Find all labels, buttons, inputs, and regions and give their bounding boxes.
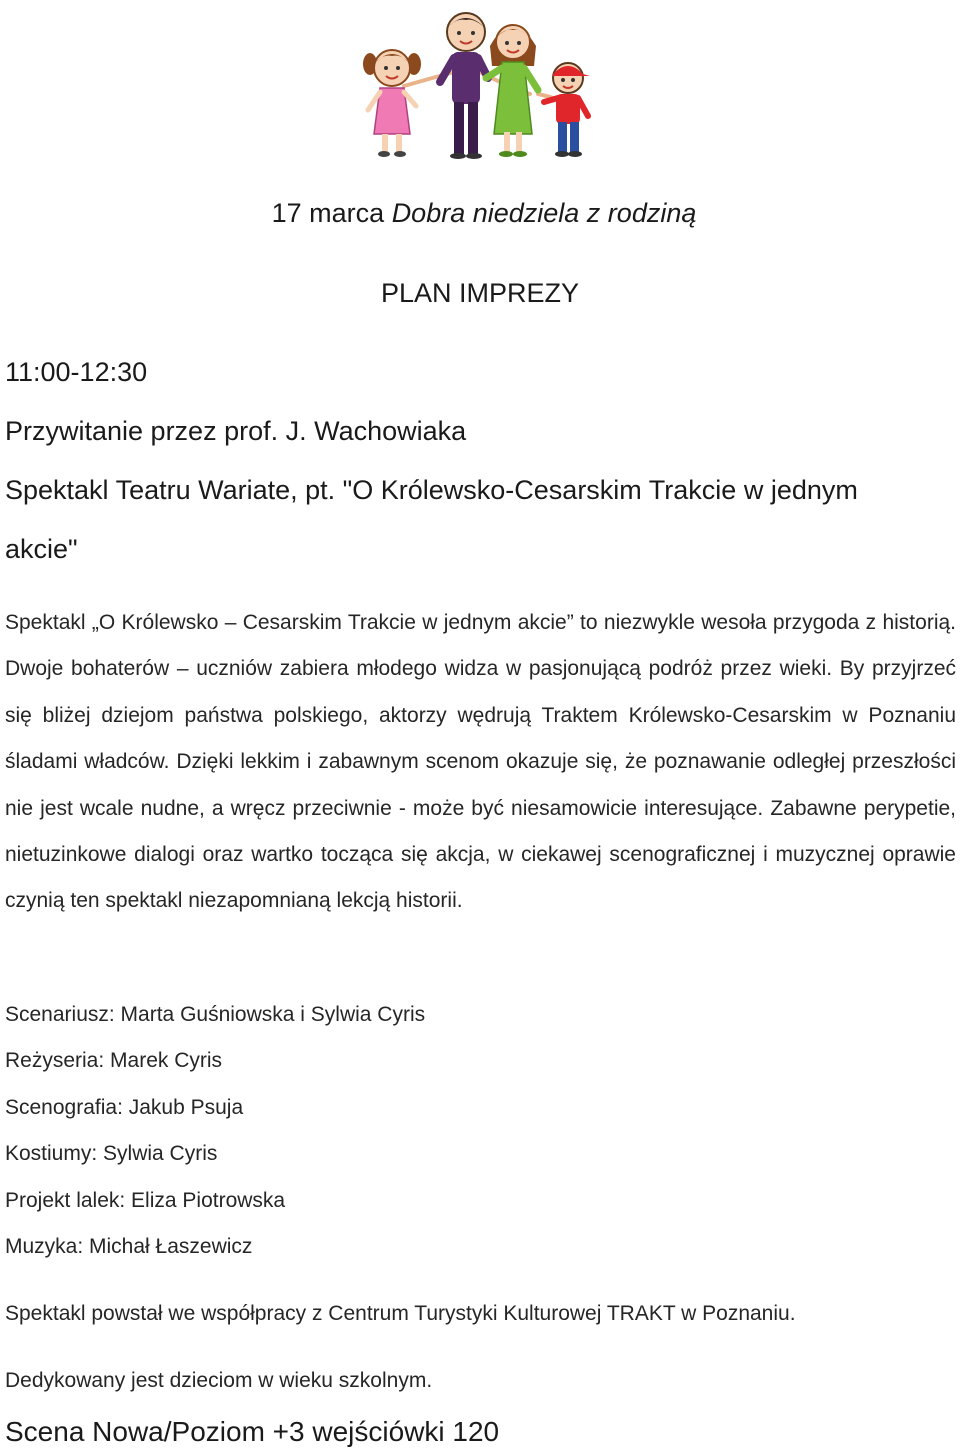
event-title (4, 197, 960, 229)
credit-script: Scenariusz: Marta Guśniowska i Sylwia Cyris (5, 1003, 426, 1026)
event-name: Dobra niedziela z rodziną (391, 198, 697, 228)
program-show-title: Spektakl Teatru Wariate, pt. "O Królewsko-Cesarskim Trakcie w jednym (5, 475, 858, 505)
credit-direction: Reżyseria: Marek Cyris (5, 1049, 223, 1073)
family-holding-hands-icon (362, 6, 602, 162)
venue-info: Scena Nowa/Poziom +3 wejściówki 120 (5, 1416, 500, 1447)
father-figure (440, 13, 488, 159)
show-description: Spektakl „O Królewsko – Cesarskim Trakcie w jednym akcie” to niezwykle wesoła przygoda z historią. Dwoje bohaterów – uczniów zabiera młodego widza w pasjonującą podróż przez wieki. By przyjrzeć się bliżej dziejom państwa polskiego, aktorzy wędrują Traktem Królewsko-Cesarskim w Poznaniu śladami władców. Dzięki lekkim i zabawnym scenom okazuje się, że poznawanie odległej przeszłości nie jest wcale nudne, a wręcz przeciwnie - może być niesamowicie interesujące. Zabawne perypetie, nietuzinkowe dialogi oraz wartko tocząca się akcja, w ciekawej scenograficznej i muzycznej oprawie czynią ten spektakl niezapomnianą lekcją historii. (5, 611, 956, 913)
plan-heading: PLAN IMPREZY (380, 278, 580, 308)
girl-figure (363, 50, 421, 157)
program-show-title-continued: akcie" (5, 534, 78, 564)
mother-figure (486, 25, 538, 157)
credit-puppets: Projekt lalek: Eliza Piotrowska (5, 1188, 286, 1212)
cooperation-note: Spektakl powstał we współpracy z Centrum Turystyki Kulturowej TRAKT w Poznaniu. (5, 1302, 796, 1325)
boy-figure (544, 63, 590, 157)
credit-set-design: Scenografia: Jakub Psuja (5, 1095, 244, 1119)
credits-list (5, 992, 425, 1270)
program-time: 11:00-12:30 (5, 357, 148, 387)
program-welcome: Przywitanie przez prof. J. Wachowiaka (5, 416, 467, 446)
event-date: 17 marca (271, 198, 385, 228)
credit-costumes: Kostiumy: Sylwia Cyris (5, 1142, 218, 1166)
credit-music: Muzyka: Michał Łaszewicz (5, 1235, 253, 1259)
audience-note: Dedykowany jest dzieciom w wieku szkolnym. (5, 1369, 433, 1392)
